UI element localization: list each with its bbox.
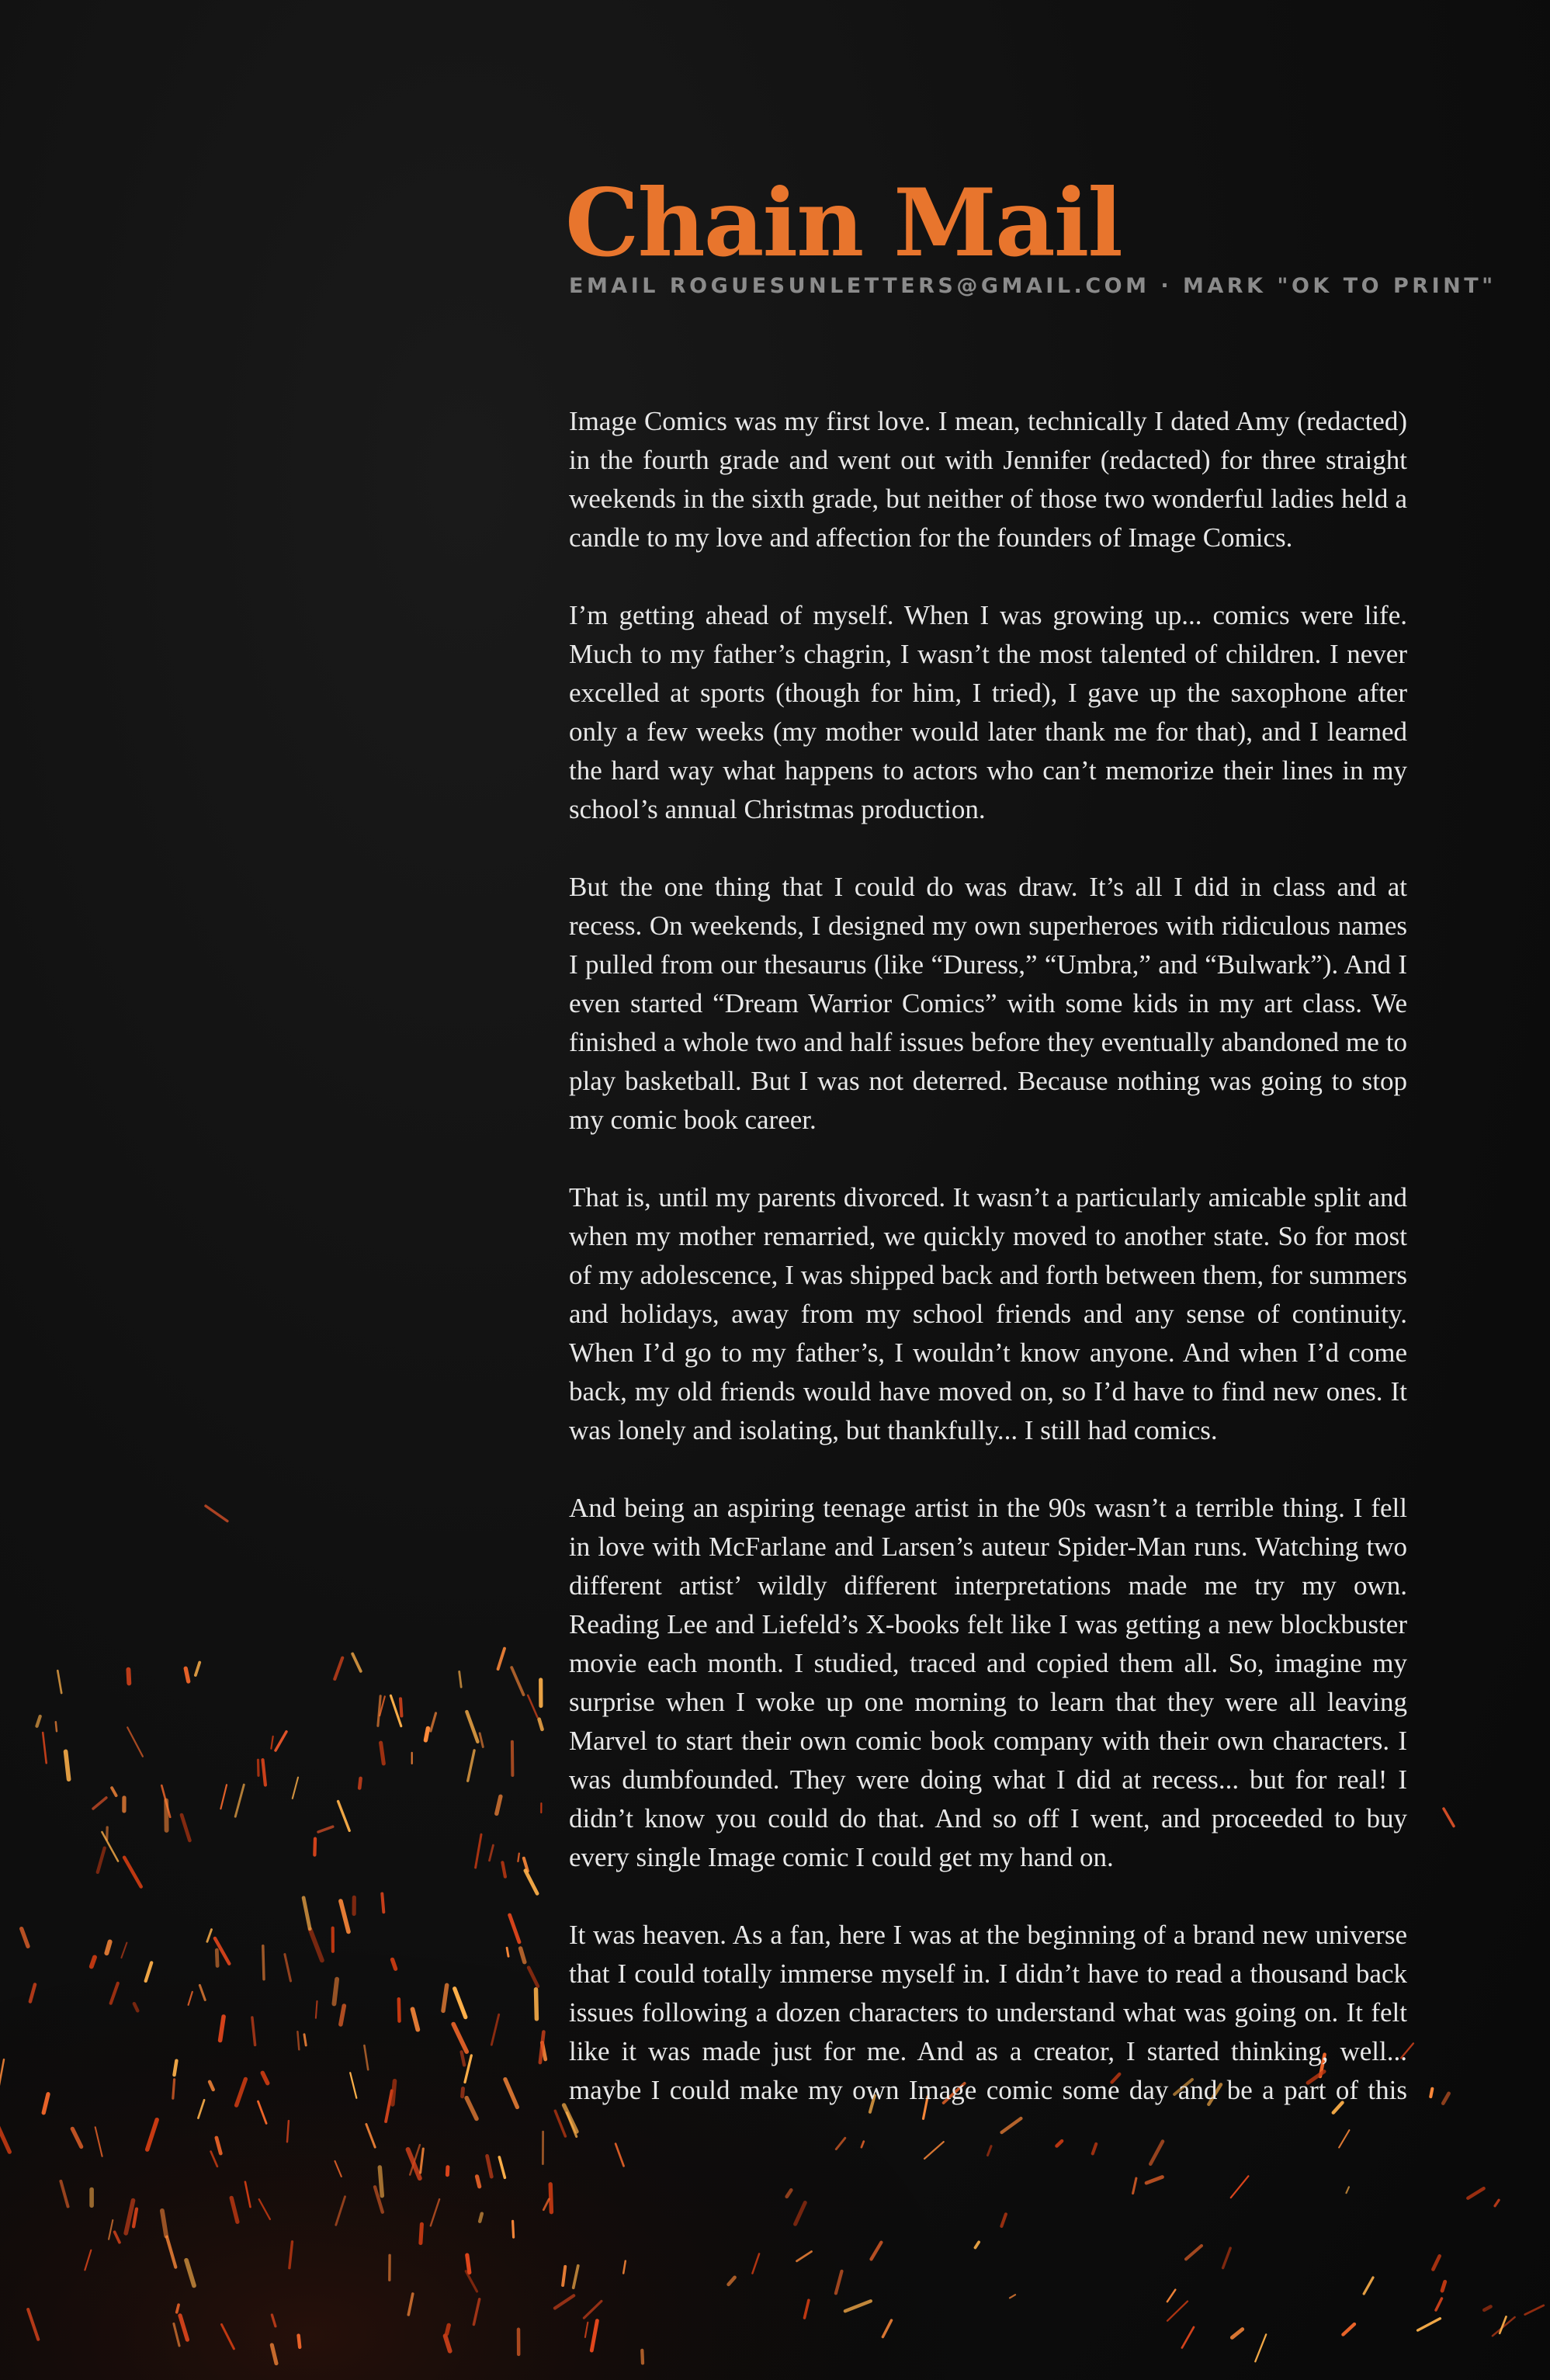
ember-spark: [480, 2214, 482, 2222]
ember-spark: [380, 2167, 382, 2196]
letter-paragraph-5: And being an aspiring teenage artist in the 90s wasn’t a terrible thing. I fell in love with McFarlane and Larsen’s auteur Spider-Man runs. Watching two different artist’ wildly different interpretations made me try my own. Reading Lee and Liefeld’s X-books felt like I was getting a new blockbuster movie each month. I studied, traced and copied them all. So, imagine my surprise when I woke up one morning to learn that they were all leaving Marvel to start their own comic book company with their own characters. I was dumbfounded. They were doing what I did at recess... but for real! I didn’t know you could do that. And so off I went, and proceeded to buy every single Image comic I could get my hand on.: [569, 1493, 1407, 1872]
ember-spark: [186, 1668, 189, 1681]
ember-spark: [421, 2224, 422, 2243]
letter-paragraph-6: It was heaven. As a fan, here I was at the beginning of a brand new universe that I could totally immerse myself in. I didn’t have to read a thousand back issues following a dozen characters to understand what was going on. It felt like it was made just for me. And as a creator, I started thinking, well... maybe I could make my own Image comic some day and be a part of this: [569, 1920, 1407, 2105]
letter-paragraph-4: That is, until my parents divorced. It wasn’t a particularly amicable split and when my mother remarried, we quickly moved to another state. So for most of my adolescence, I was shipped back and forth between them, for summers and holidays, away from my school friends and any sense of continuity. When I’d go to my father’s, I wouldn’t know anyone. And when I’d come back, my old friends would have moved on, so I’d have to find new ones. It was lonely and isolating, but thankfully... I still had comics.: [569, 1182, 1407, 1445]
ember-spark: [263, 1946, 264, 1979]
ember-spark: [173, 2080, 175, 2098]
ember-spark: [512, 1742, 513, 1775]
ember-spark: [175, 2061, 177, 2075]
ember-spark: [513, 2221, 514, 2237]
letter-body: [569, 402, 1407, 2149]
ember-spark: [314, 1839, 315, 1855]
ember-spark: [467, 2255, 470, 2273]
ember-spark: [1430, 2089, 1432, 2097]
ember-spark: [107, 1827, 108, 1840]
ember-spark: [177, 2305, 179, 2312]
ember-spark: [477, 2177, 480, 2187]
ember-spark: [258, 1760, 259, 1775]
ember-spark: [536, 1990, 537, 2019]
letter-paragraph-1: Image Comics was my first love. I mean, technically I dated Amy (redacted) in the fourth grade and went out with Jennifer (redacted) for three straight weekends in the sixth grade, but neither of those two wonderful ladies held a candle to my love and affection for the founders of Image Comics.: [569, 406, 1407, 553]
ember-spark: [507, 1948, 508, 1956]
page-title: Chain Mail: [565, 168, 1122, 278]
ember-spark: [425, 1728, 428, 1740]
ember-spark: [56, 1722, 57, 1731]
ember-spark: [106, 1942, 109, 1954]
ember-spark: [128, 1670, 129, 1684]
ember-spark: [550, 2184, 551, 2212]
ember-spark: [66, 1751, 69, 1779]
ember-spark: [334, 1979, 337, 2004]
ember-spark: [382, 1894, 383, 1913]
submission-instructions: EMAIL ROGUESUNLETTERS@GMAIL.COM · MARK "OK TO PRINT": [569, 274, 1496, 298]
ember-spark: [399, 1999, 400, 2021]
ember-spark: [447, 2167, 448, 2175]
ember-spark: [1442, 2281, 1445, 2291]
letter-paragraph-3: But the one thing that I could do was draw. It’s all I did in class and at recess. On weekends, I designed my own superheroes with ridiculous names I pulled from our thesaurus (like “Duress,” “Umbra,” and “Bulwark”). And I even started “Dream Warrior Comics” with some kids in my art class. We finished a whole two and half issues before they eventually abandoned me to play basketball. But I was not deterred. Because nothing was going to stop my comic book career.: [569, 872, 1407, 1135]
ember-spark: [393, 2081, 395, 2104]
ember-spark: [642, 2351, 643, 2364]
ember-spark: [359, 1778, 360, 1788]
ember-spark: [92, 1957, 95, 1966]
letter-paragraph-2: I’m getting ahead of myself. When I was growing up... comics were life. Much to my father’s chagrin, I wasn’t the most talented of children. I never excelled at sports (though for him, I tried), I gave up the saxophone after only a few weeks (my mother would later thank me for that), and I learned the hard way what happens to actors who can’t memorize their lines in my school’s annual Christmas production.: [569, 600, 1407, 824]
ember-spark: [299, 2336, 300, 2347]
ember-spark: [447, 2325, 449, 2333]
